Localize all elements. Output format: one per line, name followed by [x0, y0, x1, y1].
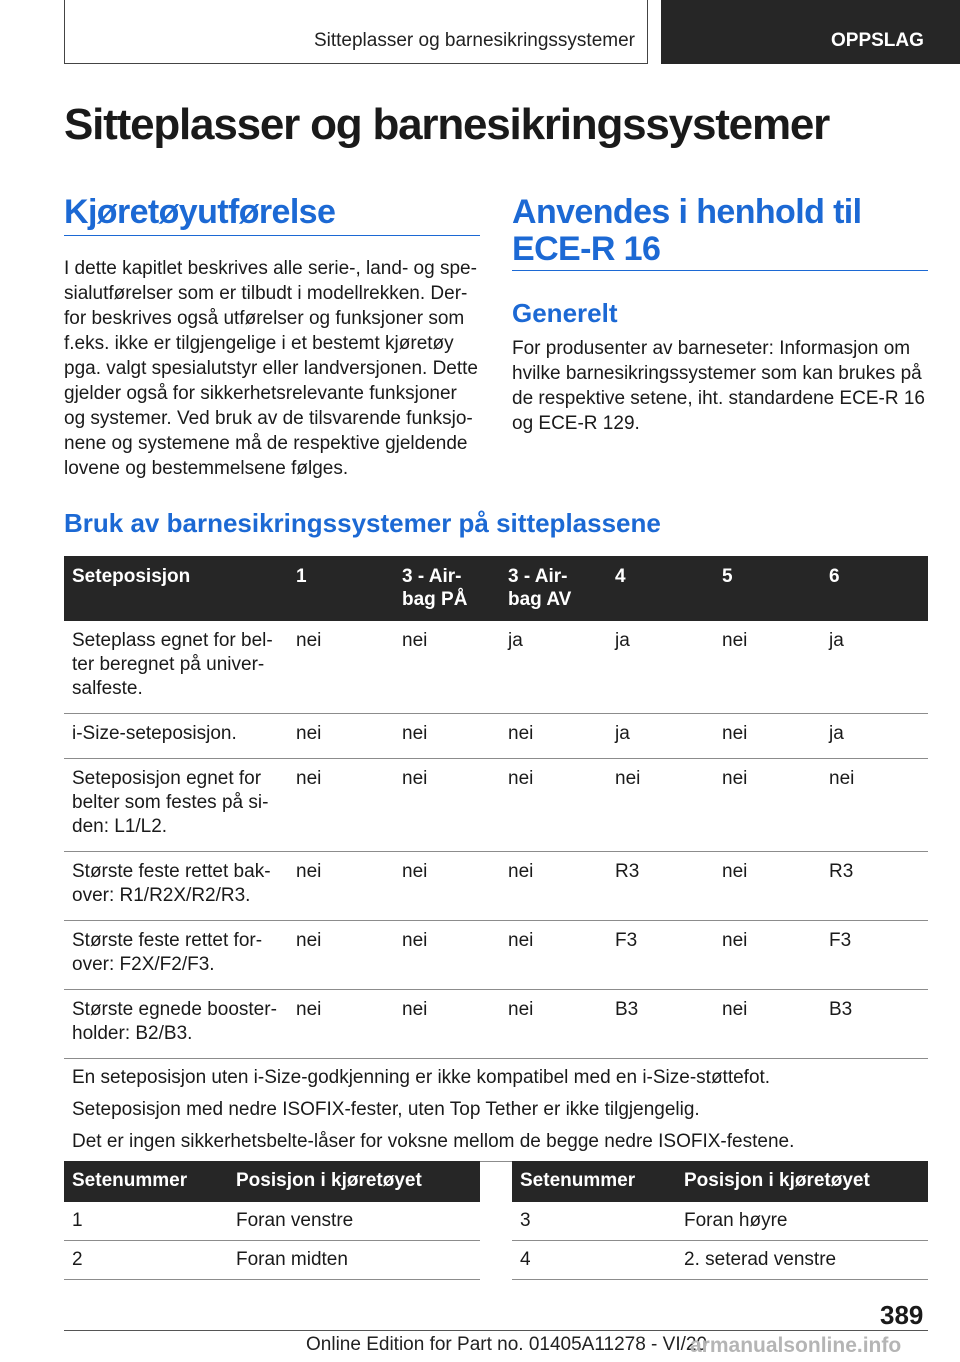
table-cell: nei	[394, 990, 500, 1059]
table-cell: ja	[821, 714, 928, 759]
column-header: Posisjon i kjøretøyet	[228, 1161, 480, 1202]
table-notes-row	[64, 1059, 928, 1162]
table-cell: nei	[394, 921, 500, 990]
table-cell: 2	[64, 1241, 228, 1280]
section-heading: Bruk av barnesikringssystemer på sitteplassene	[64, 508, 661, 538]
table-cell: i-Size-seteposisjon.	[64, 714, 288, 759]
table-cell: Foran høyre	[676, 1202, 928, 1241]
column-header: 3 - Air-bag AV	[500, 556, 607, 621]
heading-rule	[512, 270, 928, 271]
table-cell: Største feste rettet for-over: F2X/F2/F3.	[64, 921, 288, 990]
table-cell: ja	[821, 621, 928, 714]
column-header: 4	[607, 556, 714, 621]
seat-number-table-left	[64, 1161, 480, 1280]
table-cell: nei	[394, 714, 500, 759]
table-cell: Største feste rettet bak-over: R1/R2X/R2/R3.	[64, 852, 288, 921]
intro-paragraph: I dette kapitlet beskrives alle serie-, land- og spe- sialutførelser som er tilbudt i modellrekken. Der- for beskrives også utførelser og funksjoner som f.eks. ikke er tilgjengelige i et bestemt kjøretøy pga. valgt spesialutstyr eller landversjonen. Dette gjelder også for sikkerhetsrelevante funksjoner og systemer. Ved bruk av de tilsvarende funksjo- nene og systemene må de respektive gjeldende lovene og bestemmelsene følges.	[64, 258, 479, 479]
column-header: Setenummer	[512, 1161, 676, 1202]
table-cell: nei	[288, 621, 394, 714]
column-header: 5	[714, 556, 821, 621]
table-cell: nei	[288, 714, 394, 759]
table-header-row	[64, 1161, 480, 1202]
table-cell: B3	[607, 990, 714, 1059]
table-row	[64, 1202, 480, 1241]
table-cell: nei	[607, 759, 714, 852]
table-row	[64, 714, 928, 759]
heading-ece-r16: Anvendes i henhold til ECE-R 16	[512, 193, 862, 268]
table-cell: nei	[288, 990, 394, 1059]
chapter-title: Sitteplasser og barnesikringssystemer	[313, 30, 635, 51]
table-cell: nei	[500, 921, 607, 990]
table-cell: nei	[714, 759, 821, 852]
table-cell: R3	[607, 852, 714, 921]
table-cell: nei	[714, 621, 821, 714]
table-cell: F3	[607, 921, 714, 990]
table-cell: nei	[500, 714, 607, 759]
table-cell: ja	[607, 621, 714, 714]
table-cell: Største egnede booster-holder: B2/B3.	[64, 990, 288, 1059]
footer-rule	[64, 1330, 928, 1331]
table-cell: nei	[714, 990, 821, 1059]
chapter-header	[64, 0, 648, 64]
heading-rule	[64, 235, 480, 236]
column-header: Seteposisjon	[64, 556, 288, 621]
table-cell: nei	[288, 852, 394, 921]
column-header: Posisjon i kjøretøyet	[676, 1161, 928, 1202]
table-cell: 1	[64, 1202, 228, 1241]
table-cell: nei	[500, 990, 607, 1059]
table-cell: ja	[607, 714, 714, 759]
page-title: Sitteplasser og barnesikringssystemer	[64, 100, 830, 149]
table-cell: Seteplass egnet for bel-ter beregnet på univer-salfeste.	[64, 621, 288, 714]
table-note: Det er ingen sikkerhetsbelte-låser for voksne mellom de begge nedre ISOFIX-festene.	[72, 1131, 795, 1152]
seat-number-table-right	[512, 1161, 928, 1280]
table-cell: nei	[714, 714, 821, 759]
table-cell: nei	[714, 852, 821, 921]
table-cell: B3	[821, 990, 928, 1059]
watermark: armanualsonline.info	[690, 1334, 902, 1357]
table-row	[64, 921, 928, 990]
table-note: Seteposisjon med nedre ISOFIX-fester, uten Top Tether er ikke tilgjengelig.	[72, 1099, 700, 1120]
heading-vehicle-version: Kjøretøyutførelse	[64, 193, 336, 231]
column-header: 1	[288, 556, 394, 621]
table-row	[64, 621, 928, 714]
table-header-row	[64, 556, 928, 621]
table-cell: 3	[512, 1202, 676, 1241]
table-row	[64, 990, 928, 1059]
table-cell: nei	[714, 921, 821, 990]
table-cell: nei	[394, 759, 500, 852]
table-cell: R3	[821, 852, 928, 921]
table-cell: nei	[394, 852, 500, 921]
table-row	[64, 852, 928, 921]
table-cell: nei	[394, 621, 500, 714]
column-header: 6	[821, 556, 928, 621]
table-cell: nei	[288, 759, 394, 852]
general-paragraph: For produsenter av barneseter: Informasjon om hvilke barnesikringssystemer som kan brukes på de respektive setene, iht. standardene ECE-R 16 og ECE-R 129.	[512, 338, 925, 434]
table-cell: Foran venstre	[228, 1202, 480, 1241]
subheading-general: Generelt	[512, 298, 618, 328]
table-cell: nei	[500, 759, 607, 852]
table-cell: Seteposisjon egnet for belter som festes på si-den: L1/L2.	[64, 759, 288, 852]
table-cell: 2. seterad venstre	[676, 1241, 928, 1280]
seat-position-table	[64, 556, 928, 1162]
table-row	[64, 759, 928, 852]
footer-edition: Online Edition for Part no. 01405A11278 - VI/20	[306, 1334, 708, 1355]
table-cell: nei	[288, 921, 394, 990]
table-cell: nei	[500, 852, 607, 921]
section-tab-label: OPPSLAG	[831, 30, 924, 51]
column-header: 3 - Air-bag PÅ	[394, 556, 500, 621]
table-row	[512, 1241, 928, 1280]
column-header: Setenummer	[64, 1161, 228, 1202]
table-note: En seteposisjon uten i-Size-godkjenning er ikke kompatibel med en i-Size-støttefot.	[72, 1067, 771, 1088]
table-row	[64, 1241, 480, 1280]
table-header-row	[512, 1161, 928, 1202]
table-cell: F3	[821, 921, 928, 990]
table-cell: 4	[512, 1241, 676, 1280]
page-number: 389	[880, 1300, 924, 1330]
table-notes	[64, 1059, 928, 1162]
table-cell: nei	[821, 759, 928, 852]
table-row	[512, 1202, 928, 1241]
table-cell: ja	[500, 621, 607, 714]
table-cell: Foran midten	[228, 1241, 480, 1280]
section-tab[interactable]	[661, 0, 960, 64]
